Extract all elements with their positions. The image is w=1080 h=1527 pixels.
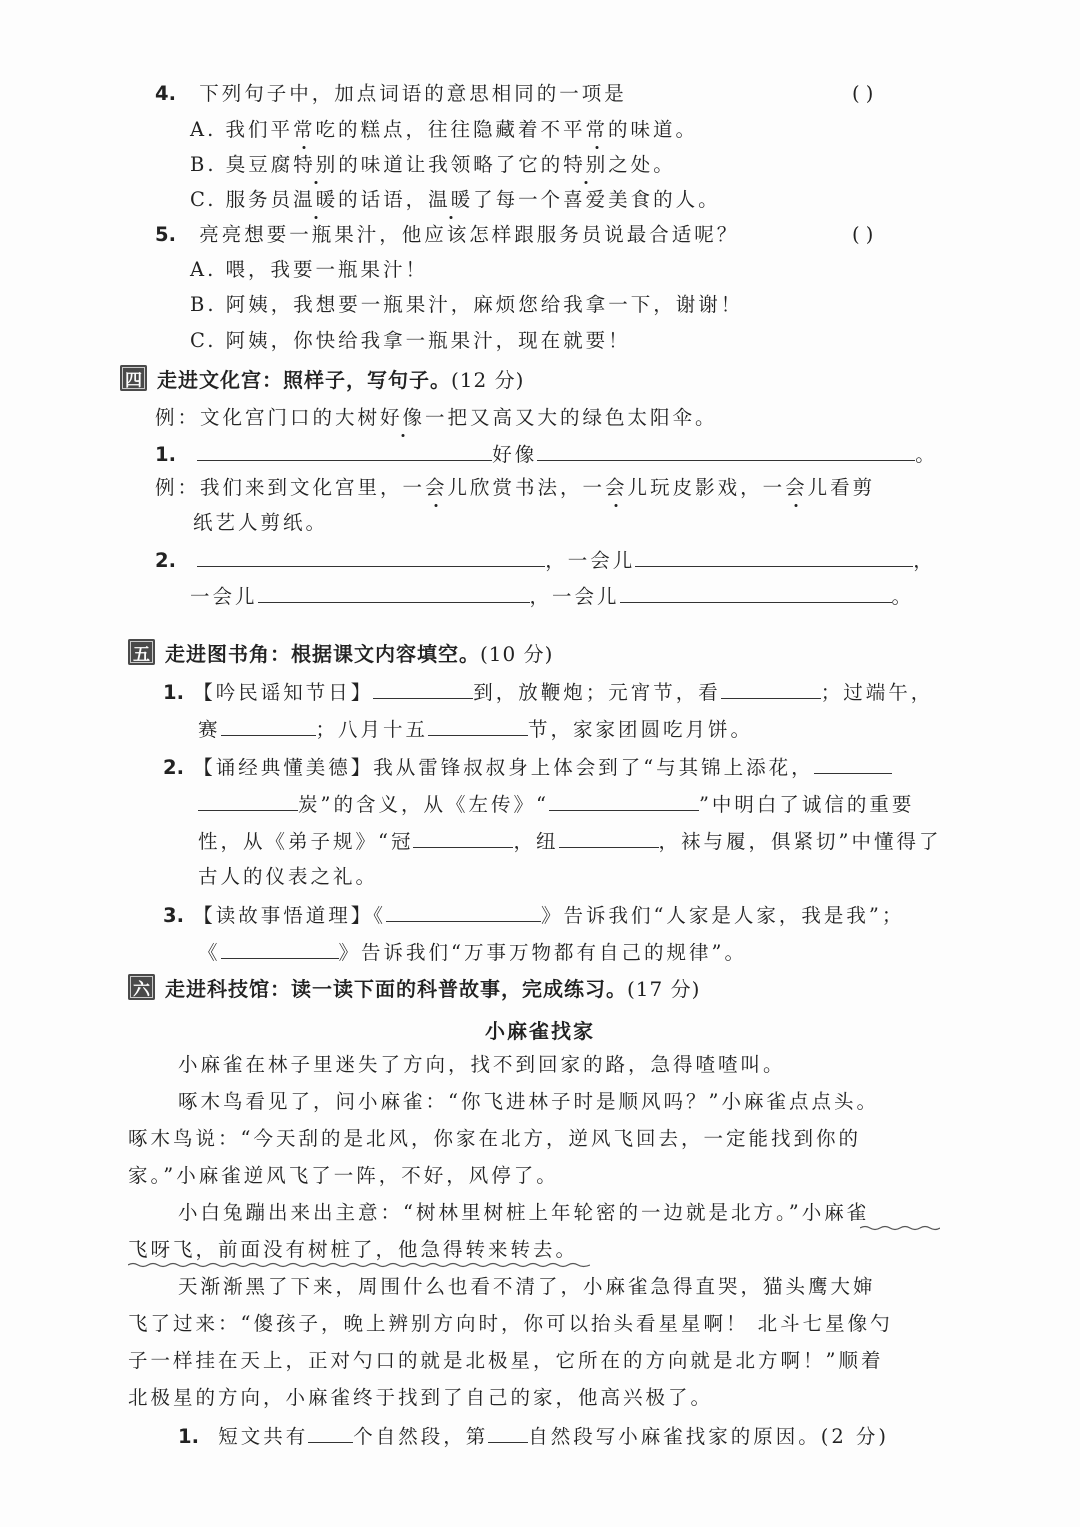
underlined-sentence: 小麻雀 — [801, 1201, 870, 1224]
story-paragraph-4-line: 天渐渐黑了下来，周围什么也看不清了，小麻雀急得直哭，猫头鹰大婶 — [178, 1275, 876, 1298]
fill-item-1 — [163, 678, 933, 706]
section-title: 走进图书角：根据课文内容填空。 — [165, 641, 480, 666]
item-text: 节，家家团圆吃月饼。 — [528, 718, 754, 741]
dotted-word: 常 — [292, 118, 316, 141]
story-paragraph-3-line — [178, 1200, 869, 1226]
item-text: 个自然段，第 — [353, 1425, 489, 1448]
dotted-word: 常 — [585, 118, 609, 141]
answer-blank[interactable] — [413, 827, 513, 848]
item-number: 2. — [163, 756, 184, 779]
item-text: ，袜与履，俱紧切”中懂得了 — [658, 830, 942, 853]
dotted-word: 一会儿 — [762, 476, 831, 499]
option-b[interactable]: B. 阿姨，我想要一瓶果汁，麻烦您给我拿一下，谢谢！ — [190, 293, 744, 316]
question-number: 4. — [155, 82, 176, 105]
example-text: 例：我们来到文化宫里， — [155, 476, 403, 499]
story-question-1 — [178, 1422, 889, 1450]
exercise-2 — [155, 546, 936, 574]
section-4-header — [120, 363, 524, 393]
question-number: 5. — [155, 223, 176, 246]
option-text: 的味道。 — [608, 118, 699, 141]
answer-blank[interactable] — [814, 753, 892, 774]
option-a[interactable]: A. 喂，我要一瓶果汁！ — [190, 258, 428, 281]
item-number: 2. — [155, 549, 176, 572]
question-5 — [155, 222, 739, 248]
item-text: ；八月十五 — [315, 718, 429, 741]
section-title: 走进科技馆：读一读下面的科普故事，完成练习。 — [165, 976, 627, 1001]
answer-blank[interactable] — [537, 440, 915, 461]
option-text: C. 服务员 — [190, 188, 294, 211]
question-text: 下列句子中，加点词语的意思相同的一项是 — [199, 82, 627, 105]
item-text: 》告诉我们“人家是人家，我是我”； — [540, 904, 905, 927]
section-score: (17 分) — [627, 976, 701, 1001]
story-text: 小白兔蹦出来出主意：“树林里树桩上年轮密的一边就是北方。” — [178, 1201, 802, 1224]
item-text: 炭”的含义，从《左传》“ — [298, 793, 549, 816]
section-score: (12 分) — [451, 367, 525, 392]
fill-item-2-line3 — [198, 827, 941, 855]
section-5-header — [128, 637, 553, 667]
story-title: 小麻雀找家 — [485, 1019, 595, 1043]
answer-blank[interactable] — [488, 1422, 528, 1443]
item-text: 赛 — [198, 718, 221, 741]
example-1 — [155, 405, 718, 431]
answer-blank[interactable] — [221, 715, 316, 736]
item-text: 《 — [198, 941, 221, 964]
item-text: 到，放鞭炮；元宵节，看 — [473, 681, 721, 704]
option-c[interactable]: C. 阿姨，你快给我拿一瓶果汁，现在就要！ — [190, 329, 631, 352]
answer-blank[interactable] — [549, 790, 699, 811]
item-text: ，一会儿 — [545, 549, 636, 572]
exercise-2-cont — [190, 582, 914, 610]
section-title: 走进文化宫：照样子，写句子。 — [157, 367, 451, 392]
item-number: 1. — [163, 681, 184, 704]
item-number: 1. — [155, 443, 176, 466]
item-text: 一会儿 — [190, 585, 258, 608]
story-paragraph-1: 小麻雀在林子里迷失了方向，找不到回家的路，急得喳喳叫。 — [178, 1053, 786, 1076]
story-paragraph-2-line: 啄木鸟看见了，问小麻雀：“你飞进林子时是顺风吗？”小麻雀点点头。 — [178, 1090, 879, 1113]
section-badge: 六 — [128, 974, 155, 1000]
example-text: 一把又高又大的绿色太阳伞。 — [425, 406, 718, 429]
item-text: 性，从《弟子规》“冠 — [198, 830, 414, 853]
item-text: 短文共有 — [218, 1425, 309, 1448]
story-paragraph-2-line: 啄木鸟说：“今天刮的是北风，你家在北方，逆风飞回去，一定能找到你的 — [128, 1127, 861, 1150]
option-text: 的味道让我领略了它的 — [338, 153, 564, 176]
answer-blank[interactable] — [197, 546, 545, 567]
option-a[interactable] — [190, 117, 698, 143]
example-text: 例：文化宫门口的大树 — [155, 406, 381, 429]
story-paragraph-4-line: 飞了过来：“傻孩子，晚上辨别方向时，你可以抬头看星星啊！ 北斗七星像勺 — [128, 1312, 893, 1335]
wavy-underline — [860, 1225, 940, 1231]
item-text: 》告诉我们“万事万物都有自己的规律”。 — [338, 941, 747, 964]
item-text: 【诵经典懂美德】我从雷锋叔叔身上体会到了“与其锦上添花， — [193, 756, 814, 779]
option-text: 的话语， — [338, 188, 429, 211]
item-number: 1. — [178, 1425, 199, 1448]
exercise-1 — [155, 440, 938, 468]
section-badge: 五 — [128, 639, 155, 665]
answer-blank[interactable] — [221, 938, 339, 959]
dotted-word: 一会儿 — [402, 476, 471, 499]
story-paragraph-2-line: 家。”小麻雀逆风飞了一阵，不好，风停了。 — [128, 1164, 559, 1187]
item-text: ，纽 — [513, 830, 559, 853]
item-text: ；过端午， — [820, 681, 934, 704]
answer-parentheses[interactable]: ( ) — [852, 82, 874, 105]
item-text: 【读故事悟道理】《 — [193, 904, 386, 927]
item-text: ， — [913, 549, 936, 572]
answer-blank[interactable] — [635, 546, 913, 567]
option-text: 了每一个喜爱美食的人。 — [473, 188, 721, 211]
option-text: 吃的糕点，往往隐藏着不平 — [315, 118, 586, 141]
dotted-word: 温暖 — [428, 188, 474, 211]
question-4 — [155, 81, 627, 107]
example-2 — [155, 475, 875, 501]
section-score: (10 分) — [480, 641, 554, 666]
answer-blank[interactable] — [198, 790, 298, 811]
item-text: 【吟民谣知节日】 — [193, 681, 374, 704]
dotted-word: 好像 — [380, 406, 426, 429]
section-badge: 四 — [120, 365, 147, 391]
story-paragraph-3-line: 飞呀飞，前面没有树桩了，他急得转来转去。 — [128, 1238, 579, 1261]
answer-blank[interactable] — [721, 678, 821, 699]
dotted-word: 一会儿 — [582, 476, 651, 499]
wavy-underline — [128, 1262, 590, 1268]
example-text: 欣赏书法， — [470, 476, 583, 499]
answer-parentheses[interactable]: ( ) — [852, 223, 874, 246]
dotted-word: 特别 — [293, 153, 339, 176]
fill-item-2-line2 — [198, 790, 914, 818]
item-text: 好像 — [492, 443, 538, 466]
option-text: 之处。 — [608, 153, 676, 176]
story-paragraph-4-line: 子一样挂在天上，正对勺口的就是北极星，它所在的方向就是北方啊！”顺着 — [128, 1349, 884, 1372]
answer-blank[interactable] — [258, 582, 530, 603]
answer-blank[interactable] — [308, 1422, 353, 1443]
fill-item-2-line4: 古人的仪表之礼。 — [198, 865, 379, 888]
option-text: A. 我们平 — [190, 118, 293, 141]
dotted-word: 温暖 — [293, 188, 339, 211]
fill-item-2 — [163, 753, 892, 781]
answer-blank[interactable] — [428, 715, 528, 736]
answer-blank[interactable] — [620, 582, 892, 603]
question-text: 亮亮想要一瓶果汁，他应该怎样跟服务员说最合适呢？ — [199, 223, 740, 246]
item-text: 。 — [915, 443, 938, 466]
option-text: B. 臭豆腐 — [190, 153, 294, 176]
item-text: 。 — [891, 585, 915, 608]
answer-blank[interactable] — [386, 901, 541, 922]
item-text: ”中明白了诚信的重要 — [698, 793, 915, 816]
answer-blank[interactable] — [197, 440, 492, 461]
example-2-cont: 纸艺人剪纸。 — [193, 511, 329, 534]
option-c[interactable] — [190, 187, 721, 213]
item-number: 3. — [163, 904, 184, 927]
section-6-header — [128, 972, 700, 1002]
answer-blank[interactable] — [373, 678, 473, 699]
answer-blank[interactable] — [559, 827, 659, 848]
option-b[interactable] — [190, 152, 676, 178]
fill-item-3 — [163, 901, 904, 929]
fill-item-3-cont — [198, 938, 747, 966]
fill-item-1-cont — [198, 715, 753, 743]
item-text: ，一会儿 — [529, 585, 620, 608]
item-text: 自然段写小麻雀找家的原因。(2 分) — [528, 1425, 890, 1448]
story-paragraph-4-line: 北极星的方向，小麻雀终于找到了自己的家，他高兴极了。 — [128, 1386, 714, 1409]
dotted-word: 特别 — [563, 153, 609, 176]
example-text: 看剪 — [830, 476, 876, 499]
example-text: 玩皮影戏， — [650, 476, 763, 499]
